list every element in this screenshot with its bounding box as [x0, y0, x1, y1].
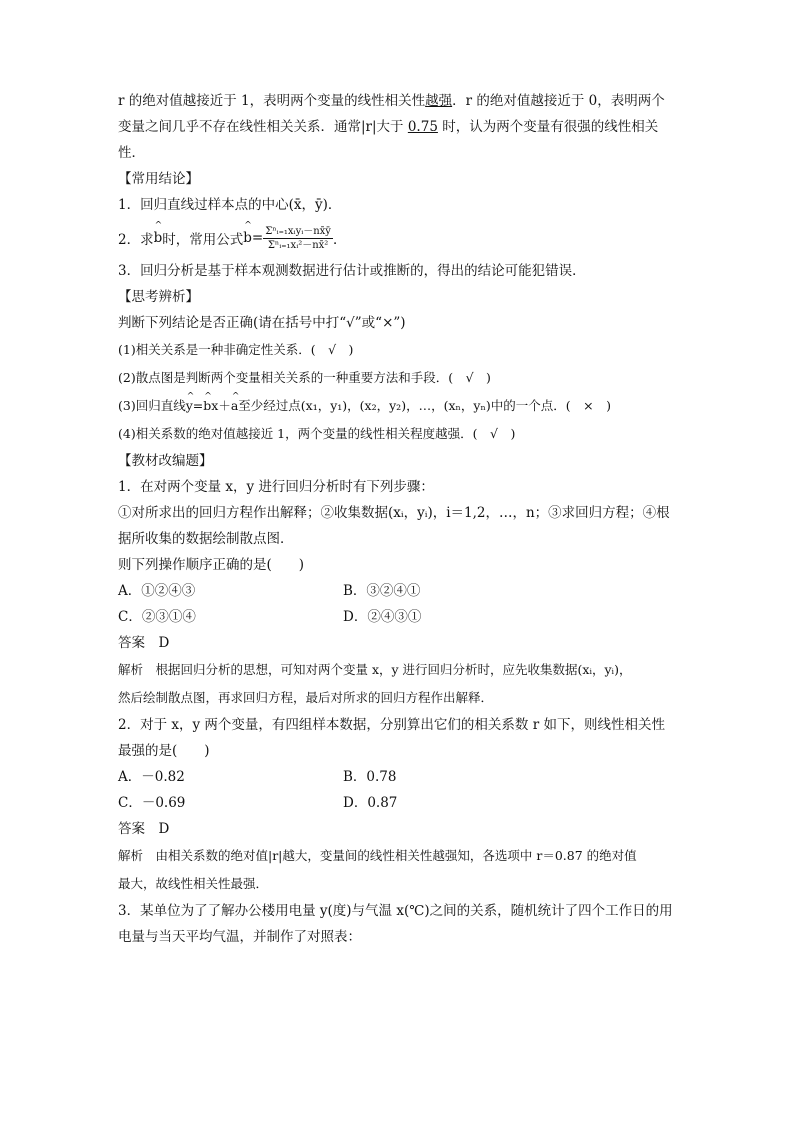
- q2-answer: 答案 D: [118, 821, 170, 837]
- text: =: [192, 398, 204, 413]
- text: 时，常用公式: [162, 232, 244, 248]
- judge-heading: 【思考辨析】: [118, 289, 199, 305]
- q2-stem-line-2: 最强的是( ): [118, 743, 210, 759]
- q2-options-row-2: [118, 790, 678, 816]
- q1-analysis-line-1: 解析 根据回归分析的思想，可知对两个变量 x，y 进行回归分析时，应先收集数据(xᵢ，yᵢ)，: [118, 662, 632, 677]
- q1-steps-line-1: ①对所求出的回归方程作出解释；②收集数据(xᵢ，yᵢ)，i＝1,2，…，n；③求回归方程；④根: [118, 505, 670, 521]
- q2-option-b: B．0.78: [343, 769, 397, 785]
- judge-q2: (2)散点图是判断两个变量相关关系的一种重要方法和手段．( √ ): [118, 370, 491, 385]
- common-item-3: 3．回归分析是基于样本观测数据进行估计或推断的，得出的结论可能犯错误．: [118, 263, 586, 279]
- text: 变量之间几乎不存在线性相关关系．通常|r|大于: [118, 119, 408, 135]
- intro-line-1: [118, 88, 678, 114]
- a-hat: ^ a: [231, 392, 238, 420]
- document-page: [118, 88, 678, 950]
- regression-formula: [263, 225, 333, 252]
- underlined-answer: 0.75: [407, 119, 438, 135]
- text: (3)回归直线: [118, 398, 186, 413]
- formula-numerator: Σⁿᵢ₌₁xᵢyᵢ－nx̄ȳ: [265, 225, 331, 237]
- q2-option-d: D．0.87: [343, 795, 398, 811]
- common-heading: 【常用结论】: [118, 171, 199, 187]
- judge-q3: [118, 392, 678, 420]
- text: 2．求: [118, 232, 154, 248]
- q2-analysis-line-1: 解析 由相关系数的绝对值|r|越大，变量间的线性相关性越强知，各选项中 r＝0.87 的绝对值: [118, 848, 637, 863]
- judge-q4: (4)相关系数的绝对值越接近 1，两个变量的线性相关程度越强．( √ ): [118, 426, 516, 441]
- equals-sign: =: [251, 230, 264, 246]
- q3-stem-line-1: 3．某单位为了了解办公楼用电量 y(度)与气温 x(℃)之间的关系，随机统计了四个工作日的用: [118, 903, 673, 919]
- q2-option-c: C．－0.69: [118, 795, 186, 811]
- q1-option-a: A．①②④③: [118, 583, 196, 599]
- q2-stem-line-1: 2．对于 x，y 两个变量，有四组样本数据，分别算出它们的相关系数 r 如下，则线性相关性: [118, 717, 665, 733]
- q2-options-row-1: [118, 764, 678, 790]
- q1-steps-line-2: 据所收集的数据绘制散点图．: [118, 531, 294, 547]
- q1-ask: 则下列操作顺序正确的是( ): [118, 557, 305, 573]
- text: r 的绝对值越接近于 1，表明两个变量的线性相关性: [118, 93, 426, 109]
- intro-line-3: 性．: [118, 145, 145, 161]
- q1-options-row-2: [118, 604, 678, 630]
- formula-denominator: Σⁿᵢ₌₁xᵢ²－nx̄²: [267, 239, 329, 251]
- b-hat: ^ b: [203, 392, 211, 420]
- q1-option-b: B．③②④①: [343, 583, 421, 599]
- intro-line-2: [118, 114, 678, 140]
- text: ．: [332, 232, 347, 248]
- q2-analysis-line-2: 最大，故线性相关性最强．: [118, 876, 269, 891]
- q3-stem-line-2: 电量与当天平均气温，并制作了对照表：: [118, 929, 361, 945]
- q1-analysis-line-2: 然后绘制散点图，再求回归方程，最后对所求的回归方程作出解释．: [118, 690, 494, 705]
- text: x＋: [211, 398, 231, 413]
- underlined-answer: 越强: [425, 93, 453, 109]
- common-item-2: [118, 218, 678, 258]
- q1-option-d: D．②④③①: [343, 609, 422, 625]
- text: 至少经过点(x₁，y₁)，(x₂，y₂)，…，(xₙ，yₙ)中的一个点．( × ): [238, 398, 611, 413]
- q1-options-row-1: [118, 578, 678, 604]
- judge-q1: (1)相关关系是一种非确定性关系．( √ ): [118, 342, 354, 357]
- q1-stem: 1．在对两个变量 x，y 进行回归分析时有下列步骤：: [118, 479, 434, 495]
- y-hat: ^ y: [186, 392, 193, 420]
- text: ．r 的绝对值越接近于 0，表明两个: [452, 93, 665, 109]
- text: 时，认为两个变量有很强的线性相关: [437, 119, 659, 135]
- q1-answer: 答案 D: [118, 635, 170, 651]
- judge-intro: 判断下列结论是否正确(请在括号中打“√”或“×”): [118, 315, 406, 331]
- b-hat: ^ b: [243, 230, 252, 246]
- b-hat: ^ b: [154, 230, 163, 246]
- q2-option-a: A．－0.82: [118, 769, 185, 785]
- common-item-1: 1．回归直线过样本点的中心(x̄，ȳ)．: [118, 197, 342, 213]
- textbook-heading: 【教材改编题】: [118, 453, 213, 469]
- q1-option-c: C．②③①④: [118, 609, 196, 625]
